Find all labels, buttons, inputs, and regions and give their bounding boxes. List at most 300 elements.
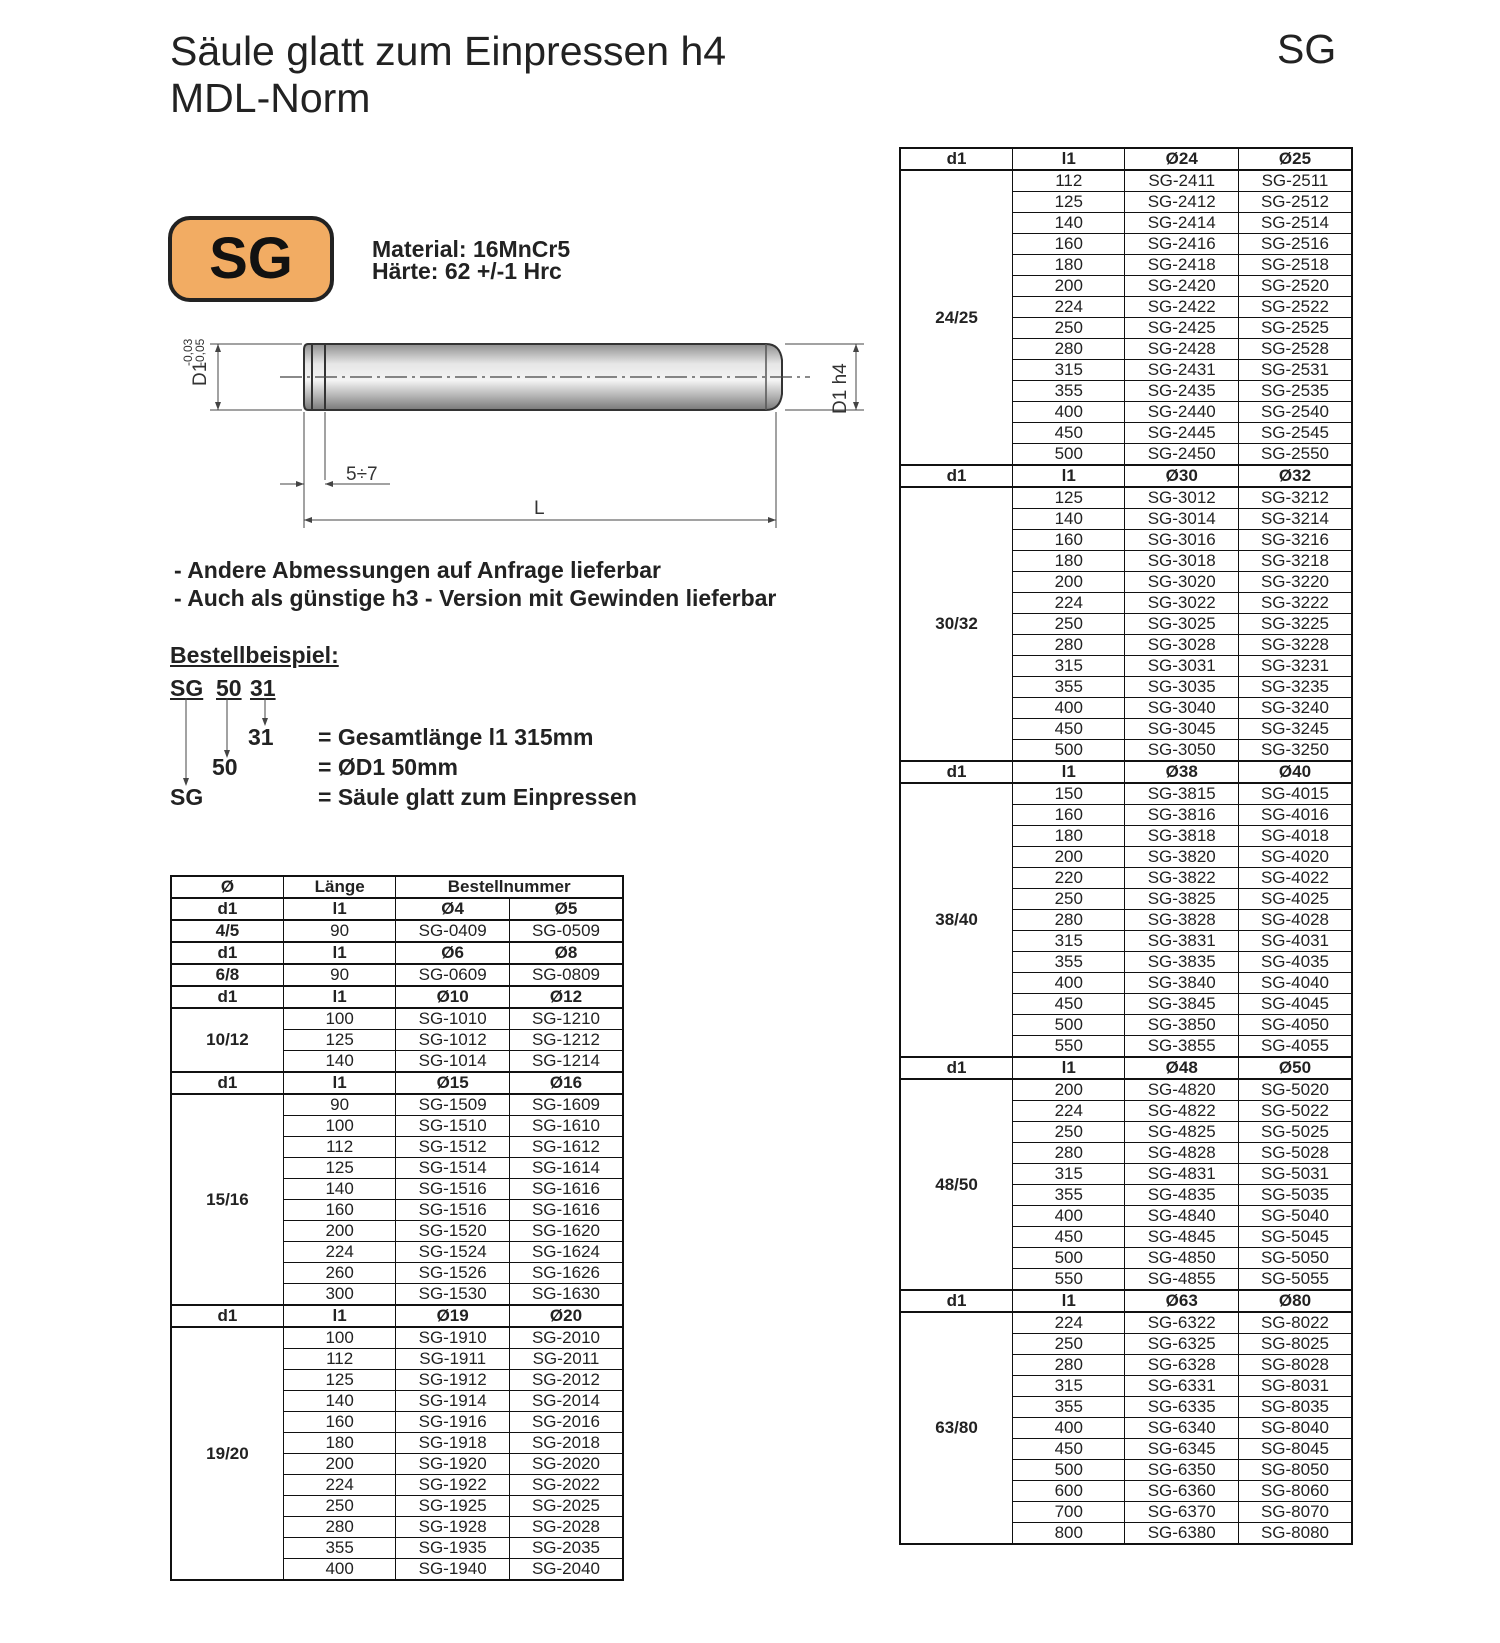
length-cell: 315 <box>1013 656 1125 677</box>
order-number-cell: SG-3045 <box>1125 719 1239 740</box>
order-number-cell: SG-6328 <box>1125 1355 1239 1376</box>
length-cell: 400 <box>1013 1206 1125 1227</box>
col-diameter-a: Ø10 <box>396 986 510 1008</box>
length-cell: 400 <box>1013 698 1125 719</box>
hardness-text: Härte: 62 +/-1 Hrc <box>372 258 562 284</box>
length-cell: 450 <box>1013 719 1125 740</box>
order-number-cell: SG-1911 <box>396 1349 510 1370</box>
order-number-cell: SG-4015 <box>1238 783 1352 805</box>
order-number-cell: SG-8070 <box>1238 1502 1352 1523</box>
order-number-cell: SG-1920 <box>396 1454 510 1475</box>
table-row <box>171 1327 623 1349</box>
group-label: 4/5 <box>171 920 283 942</box>
col-l1: l1 <box>1013 465 1125 487</box>
order-number-cell: SG-2028 <box>509 1517 623 1538</box>
material-info <box>372 238 570 282</box>
group-label: 63/80 <box>900 1312 1013 1544</box>
order-number-cell: SG-2025 <box>509 1496 623 1517</box>
col-d1: d1 <box>171 986 283 1008</box>
col-l1: l1 <box>1013 761 1125 783</box>
order-number-cell: SG-0409 <box>396 920 510 942</box>
order-number-cell: SG-2528 <box>1238 339 1352 360</box>
order-number-cell: SG-1922 <box>396 1475 510 1496</box>
col-diameter-b: Ø25 <box>1238 148 1352 170</box>
order-number-cell: SG-8035 <box>1238 1397 1352 1418</box>
order-number-cell: SG-2522 <box>1238 297 1352 318</box>
order-number-cell: SG-6331 <box>1125 1376 1239 1397</box>
length-cell: 355 <box>1013 677 1125 698</box>
order-number-cell: SG-3025 <box>1125 614 1239 635</box>
order-number-cell: SG-3020 <box>1125 572 1239 593</box>
length-cell: 140 <box>1013 213 1125 234</box>
order-number-cell: SG-4050 <box>1238 1015 1352 1036</box>
order-number-cell: SG-3816 <box>1125 805 1239 826</box>
order-number-cell: SG-1928 <box>396 1517 510 1538</box>
order-number-cell: SG-1626 <box>509 1263 623 1284</box>
order-number-cell: SG-1214 <box>509 1051 623 1073</box>
length-cell: 112 <box>283 1349 395 1370</box>
length-cell: 315 <box>1013 1164 1125 1185</box>
order-number-cell: SG-2525 <box>1238 318 1352 339</box>
length-cell: 224 <box>1013 1101 1125 1122</box>
order-number-cell: SG-2416 <box>1125 234 1239 255</box>
order-number-cell: SG-8080 <box>1238 1523 1352 1545</box>
order-number-cell: SG-3228 <box>1238 635 1352 656</box>
order-number-cell: SG-1530 <box>396 1284 510 1306</box>
arrow-icon <box>853 402 859 410</box>
length-cell: 200 <box>283 1221 395 1242</box>
col-d1: d1 <box>900 148 1013 170</box>
order-number-cell: SG-5045 <box>1238 1227 1352 1248</box>
length-cell: 100 <box>283 1008 395 1030</box>
example-desc: = Gesamtlänge l1 315mm <box>318 724 594 750</box>
length-cell: 355 <box>1013 1185 1125 1206</box>
order-number-cell: SG-2012 <box>509 1370 623 1391</box>
col-diameter-b: Ø20 <box>509 1305 623 1327</box>
length-cell: 500 <box>1013 1460 1125 1481</box>
group-header-row <box>900 1290 1352 1312</box>
arrow-icon <box>215 344 221 352</box>
table-row <box>900 487 1352 509</box>
length-cell: 800 <box>1013 1523 1125 1545</box>
order-number-cell: SG-3212 <box>1238 487 1352 509</box>
length-cell: 355 <box>1013 1397 1125 1418</box>
length-cell: 250 <box>283 1496 395 1517</box>
col-diameter-b: Ø32 <box>1238 465 1352 487</box>
order-number-cell: SG-3231 <box>1238 656 1352 677</box>
order-number-cell: SG-3245 <box>1238 719 1352 740</box>
length-cell: 90 <box>283 920 395 942</box>
order-number-cell: SG-2550 <box>1238 444 1352 466</box>
length-cell: 315 <box>1013 931 1125 952</box>
order-number-cell: SG-5022 <box>1238 1101 1352 1122</box>
order-number-cell: SG-1616 <box>509 1200 623 1221</box>
order-number-cell: SG-1510 <box>396 1116 510 1137</box>
dim-left-label: D1 <box>190 361 211 386</box>
order-number-cell: SG-2531 <box>1238 360 1352 381</box>
order-number-cell: SG-1614 <box>509 1158 623 1179</box>
arrow-icon <box>853 344 859 352</box>
length-cell: 450 <box>1013 423 1125 444</box>
length-cell: 140 <box>1013 509 1125 530</box>
order-number-cell: SG-4855 <box>1125 1269 1239 1291</box>
order-number-cell: SG-3018 <box>1125 551 1239 572</box>
order-number-cell: SG-4828 <box>1125 1143 1239 1164</box>
order-number-cell: SG-6380 <box>1125 1523 1239 1545</box>
length-label: L <box>534 498 545 519</box>
length-cell: 90 <box>283 964 395 986</box>
order-number-cell: SG-4835 <box>1125 1185 1239 1206</box>
col-l1: l1 <box>283 986 395 1008</box>
order-number-cell: SG-3831 <box>1125 931 1239 952</box>
order-number-cell: SG-4045 <box>1238 994 1352 1015</box>
note-line: - Auch als günstige h3 - Version mit Gewinden lieferbar <box>174 585 777 611</box>
order-number-cell: SG-4016 <box>1238 805 1352 826</box>
order-number-cell: SG-2420 <box>1125 276 1239 297</box>
length-cell: 450 <box>1013 1439 1125 1460</box>
order-number-cell: SG-3828 <box>1125 910 1239 931</box>
order-number-cell: SG-1514 <box>396 1158 510 1179</box>
note-line: - Andere Abmessungen auf Anfrage lieferbar <box>174 557 661 583</box>
arrow-icon <box>296 481 304 487</box>
order-number-cell: SG-3016 <box>1125 530 1239 551</box>
group-label: 30/32 <box>900 487 1013 761</box>
order-number-cell: SG-5040 <box>1238 1206 1352 1227</box>
order-number-cell: SG-5020 <box>1238 1079 1352 1101</box>
length-cell: 224 <box>283 1475 395 1496</box>
header-diameter: Ø <box>171 876 283 898</box>
order-number-cell: SG-3840 <box>1125 973 1239 994</box>
col-diameter-b: Ø50 <box>1238 1057 1352 1079</box>
group-label: 10/12 <box>171 1008 283 1072</box>
order-number-cell: SG-2040 <box>509 1559 623 1581</box>
col-diameter-a: Ø4 <box>396 898 510 920</box>
length-cell: 125 <box>283 1030 395 1051</box>
notes <box>174 556 776 612</box>
order-number-cell: SG-8031 <box>1238 1376 1352 1397</box>
length-cell: 180 <box>1013 551 1125 572</box>
arrow-icon <box>768 517 776 523</box>
group-header-row <box>900 1057 1352 1079</box>
order-number-cell: SG-3214 <box>1238 509 1352 530</box>
order-number-cell: SG-5050 <box>1238 1248 1352 1269</box>
order-table-left <box>170 875 624 1581</box>
col-l1: l1 <box>283 898 395 920</box>
order-number-cell: SG-1516 <box>396 1179 510 1200</box>
order-number-cell: SG-1914 <box>396 1391 510 1412</box>
order-number-cell: SG-2414 <box>1125 213 1239 234</box>
order-number-cell: SG-8040 <box>1238 1418 1352 1439</box>
group-header-row <box>171 986 623 1008</box>
order-number-cell: SG-1624 <box>509 1242 623 1263</box>
length-cell: 500 <box>1013 740 1125 762</box>
order-number-cell: SG-3220 <box>1238 572 1352 593</box>
order-number-cell: SG-3815 <box>1125 783 1239 805</box>
order-number-cell: SG-4850 <box>1125 1248 1239 1269</box>
length-cell: 400 <box>1013 1418 1125 1439</box>
order-number-cell: SG-8050 <box>1238 1460 1352 1481</box>
order-number-cell: SG-8025 <box>1238 1334 1352 1355</box>
length-cell: 280 <box>1013 1143 1125 1164</box>
length-cell: 140 <box>283 1051 395 1073</box>
col-l1: l1 <box>283 1305 395 1327</box>
group-label: 38/40 <box>900 783 1013 1057</box>
length-cell: 550 <box>1013 1269 1125 1291</box>
order-number-cell: SG-0509 <box>509 920 623 942</box>
length-cell: 250 <box>1013 614 1125 635</box>
order-number-cell: SG-1918 <box>396 1433 510 1454</box>
group-label: 48/50 <box>900 1079 1013 1290</box>
length-cell: 112 <box>1013 170 1125 192</box>
order-number-cell: SG-6322 <box>1125 1312 1239 1334</box>
tol-bottom-label: -0,05 <box>193 338 207 366</box>
col-diameter-a: Ø15 <box>396 1072 510 1094</box>
example-desc: = Säule glatt zum Einpressen <box>318 784 637 810</box>
order-number-cell: SG-3216 <box>1238 530 1352 551</box>
col-diameter-a: Ø63 <box>1125 1290 1239 1312</box>
example-code: 50 <box>212 754 238 780</box>
length-cell: 100 <box>283 1116 395 1137</box>
length-cell: 224 <box>1013 1312 1125 1334</box>
title-line-2: MDL-Norm <box>170 75 371 121</box>
code-part: SG <box>170 675 204 701</box>
length-cell: 200 <box>1013 572 1125 593</box>
order-number-cell: SG-8022 <box>1238 1312 1352 1334</box>
example-desc: = ØD1 50mm <box>318 754 458 780</box>
length-cell: 400 <box>283 1559 395 1581</box>
order-number-cell: SG-1620 <box>509 1221 623 1242</box>
order-number-cell: SG-2514 <box>1238 213 1352 234</box>
length-cell: 90 <box>283 1094 395 1116</box>
length-cell: 355 <box>283 1538 395 1559</box>
order-number-cell: SG-5035 <box>1238 1185 1352 1206</box>
example-code: 31 <box>248 724 274 750</box>
order-number-cell: SG-4035 <box>1238 952 1352 973</box>
order-number-cell: SG-2425 <box>1125 318 1239 339</box>
length-cell: 355 <box>1013 381 1125 402</box>
length-cell: 500 <box>1013 444 1125 466</box>
length-cell: 250 <box>1013 1334 1125 1355</box>
order-number-cell: SG-2014 <box>509 1391 623 1412</box>
col-l1: l1 <box>1013 148 1125 170</box>
group-header-row <box>900 148 1352 170</box>
arrow-icon <box>325 481 333 487</box>
length-cell: 160 <box>283 1200 395 1221</box>
example-code: SG <box>170 784 204 810</box>
group-header-row <box>171 1305 623 1327</box>
length-cell: 250 <box>1013 318 1125 339</box>
order-number-cell: SG-2520 <box>1238 276 1352 297</box>
length-cell: 112 <box>283 1137 395 1158</box>
order-number-cell: SG-2428 <box>1125 339 1239 360</box>
order-number-cell: SG-1912 <box>396 1370 510 1391</box>
order-number-cell: SG-1616 <box>509 1179 623 1200</box>
order-number-cell: SG-4020 <box>1238 847 1352 868</box>
length-cell: 160 <box>1013 530 1125 551</box>
order-number-cell: SG-1012 <box>396 1030 510 1051</box>
table-row <box>900 170 1352 192</box>
table-row <box>900 1312 1352 1334</box>
order-number-cell: SG-2440 <box>1125 402 1239 423</box>
length-cell: 125 <box>1013 487 1125 509</box>
order-number-cell: SG-2412 <box>1125 192 1239 213</box>
length-cell: 125 <box>1013 192 1125 213</box>
col-diameter-a: Ø6 <box>396 942 510 964</box>
order-number-cell: SG-3822 <box>1125 868 1239 889</box>
order-number-cell: SG-1524 <box>396 1242 510 1263</box>
length-cell: 150 <box>1013 783 1125 805</box>
length-cell: 160 <box>1013 805 1125 826</box>
order-number-cell: SG-3250 <box>1238 740 1352 762</box>
length-cell: 125 <box>283 1158 395 1179</box>
order-number-cell: SG-8028 <box>1238 1355 1352 1376</box>
length-cell: 140 <box>283 1179 395 1200</box>
technical-drawing <box>180 320 880 535</box>
order-number-cell: SG-6335 <box>1125 1397 1239 1418</box>
col-l1: l1 <box>283 942 395 964</box>
order-number-cell: SG-6370 <box>1125 1502 1239 1523</box>
order-number-cell: SG-4040 <box>1238 973 1352 994</box>
order-number-cell: SG-2411 <box>1125 170 1239 192</box>
length-cell: 160 <box>283 1412 395 1433</box>
order-number-cell: SG-1610 <box>509 1116 623 1137</box>
order-number-cell: SG-2545 <box>1238 423 1352 444</box>
order-number-cell: SG-1210 <box>509 1008 623 1030</box>
order-number-cell: SG-1609 <box>509 1094 623 1116</box>
order-number-cell: SG-6340 <box>1125 1418 1239 1439</box>
group-header-row <box>171 898 623 920</box>
order-number-cell: SG-4845 <box>1125 1227 1239 1248</box>
col-diameter-b: Ø5 <box>509 898 623 920</box>
col-diameter-b: Ø16 <box>509 1072 623 1094</box>
group-label: 6/8 <box>171 964 283 986</box>
arrow-icon <box>304 517 312 523</box>
length-cell: 315 <box>1013 1376 1125 1397</box>
length-cell: 200 <box>1013 276 1125 297</box>
length-cell: 315 <box>1013 360 1125 381</box>
code-part: 50 <box>216 675 242 701</box>
order-number-cell: SG-1014 <box>396 1051 510 1073</box>
length-cell: 450 <box>1013 994 1125 1015</box>
order-number-cell: SG-2020 <box>509 1454 623 1475</box>
order-number-cell: SG-2512 <box>1238 192 1352 213</box>
order-number-cell: SG-5025 <box>1238 1122 1352 1143</box>
order-number-cell: SG-1516 <box>396 1200 510 1221</box>
col-l1: l1 <box>1013 1057 1125 1079</box>
col-diameter-b: Ø8 <box>509 942 623 964</box>
length-cell: 180 <box>1013 826 1125 847</box>
length-cell: 280 <box>1013 635 1125 656</box>
product-badge: SG <box>168 216 334 302</box>
group-label: 19/20 <box>171 1327 283 1580</box>
order-number-cell: SG-5028 <box>1238 1143 1352 1164</box>
header-order-number: Bestellnummer <box>396 876 623 898</box>
order-number-cell: SG-2011 <box>509 1349 623 1370</box>
length-cell: 400 <box>1013 973 1125 994</box>
group-header-row <box>171 942 623 964</box>
table-row <box>900 1079 1352 1101</box>
order-number-cell: SG-2450 <box>1125 444 1239 466</box>
order-number-cell: SG-2516 <box>1238 234 1352 255</box>
col-diameter-a: Ø48 <box>1125 1057 1239 1079</box>
product-code: SG <box>1277 26 1337 72</box>
order-number-cell: SG-3225 <box>1238 614 1352 635</box>
table-row <box>171 1008 623 1030</box>
col-diameter-b: Ø40 <box>1238 761 1352 783</box>
order-number-cell: SG-4018 <box>1238 826 1352 847</box>
group-header-row <box>171 1072 623 1094</box>
length-cell: 140 <box>283 1391 395 1412</box>
length-cell: 100 <box>283 1327 395 1349</box>
order-number-cell: SG-6345 <box>1125 1439 1239 1460</box>
order-number-cell: SG-3820 <box>1125 847 1239 868</box>
col-diameter-a: Ø38 <box>1125 761 1239 783</box>
order-number-cell: SG-3855 <box>1125 1036 1239 1058</box>
order-number-cell: SG-1935 <box>396 1538 510 1559</box>
col-d1: d1 <box>900 761 1013 783</box>
order-number-cell: SG-1612 <box>509 1137 623 1158</box>
length-cell: 700 <box>1013 1502 1125 1523</box>
length-cell: 224 <box>1013 297 1125 318</box>
order-number-cell: SG-3235 <box>1238 677 1352 698</box>
col-diameter-b: Ø80 <box>1238 1290 1352 1312</box>
order-number-cell: SG-3218 <box>1238 551 1352 572</box>
order-number-cell: SG-1520 <box>396 1221 510 1242</box>
table-row <box>171 920 623 942</box>
length-cell: 280 <box>1013 910 1125 931</box>
order-number-cell: SG-3028 <box>1125 635 1239 656</box>
length-cell: 180 <box>283 1433 395 1454</box>
order-number-cell: SG-6350 <box>1125 1460 1239 1481</box>
page-title <box>170 28 726 122</box>
length-cell: 250 <box>1013 1122 1125 1143</box>
col-l1: l1 <box>283 1072 395 1094</box>
order-number-cell: SG-6325 <box>1125 1334 1239 1355</box>
length-cell: 500 <box>1013 1015 1125 1036</box>
group-label: 15/16 <box>171 1094 283 1305</box>
dim-right-label: D1 h4 <box>830 363 851 414</box>
length-cell: 280 <box>1013 339 1125 360</box>
order-example-heading: Bestellbeispiel: <box>170 642 339 668</box>
order-number-cell: SG-3825 <box>1125 889 1239 910</box>
group-header-row <box>900 465 1352 487</box>
order-number-cell: SG-3818 <box>1125 826 1239 847</box>
col-d1: d1 <box>900 465 1013 487</box>
order-number-cell: SG-2431 <box>1125 360 1239 381</box>
order-number-cell: SG-4055 <box>1238 1036 1352 1058</box>
order-number-cell: SG-4022 <box>1238 868 1352 889</box>
order-number-cell: SG-3012 <box>1125 487 1239 509</box>
order-number-cell: SG-4028 <box>1238 910 1352 931</box>
order-number-cell: SG-1940 <box>396 1559 510 1581</box>
order-number-cell: SG-2540 <box>1238 402 1352 423</box>
order-number-cell: SG-5055 <box>1238 1269 1352 1291</box>
order-number-cell: SG-3222 <box>1238 593 1352 614</box>
length-cell: 200 <box>1013 847 1125 868</box>
col-l1: l1 <box>1013 1290 1125 1312</box>
order-number-cell: SG-4025 <box>1238 889 1352 910</box>
tol-top-label: -0,03 <box>181 338 195 366</box>
length-cell: 280 <box>283 1517 395 1538</box>
length-cell: 160 <box>1013 234 1125 255</box>
arrow-icon <box>215 402 221 410</box>
length-cell: 280 <box>1013 1355 1125 1376</box>
group-header-row <box>900 761 1352 783</box>
order-number-cell: SG-3850 <box>1125 1015 1239 1036</box>
order-number-cell: SG-0809 <box>509 964 623 986</box>
order-number-cell: SG-2022 <box>509 1475 623 1496</box>
col-diameter-a: Ø30 <box>1125 465 1239 487</box>
